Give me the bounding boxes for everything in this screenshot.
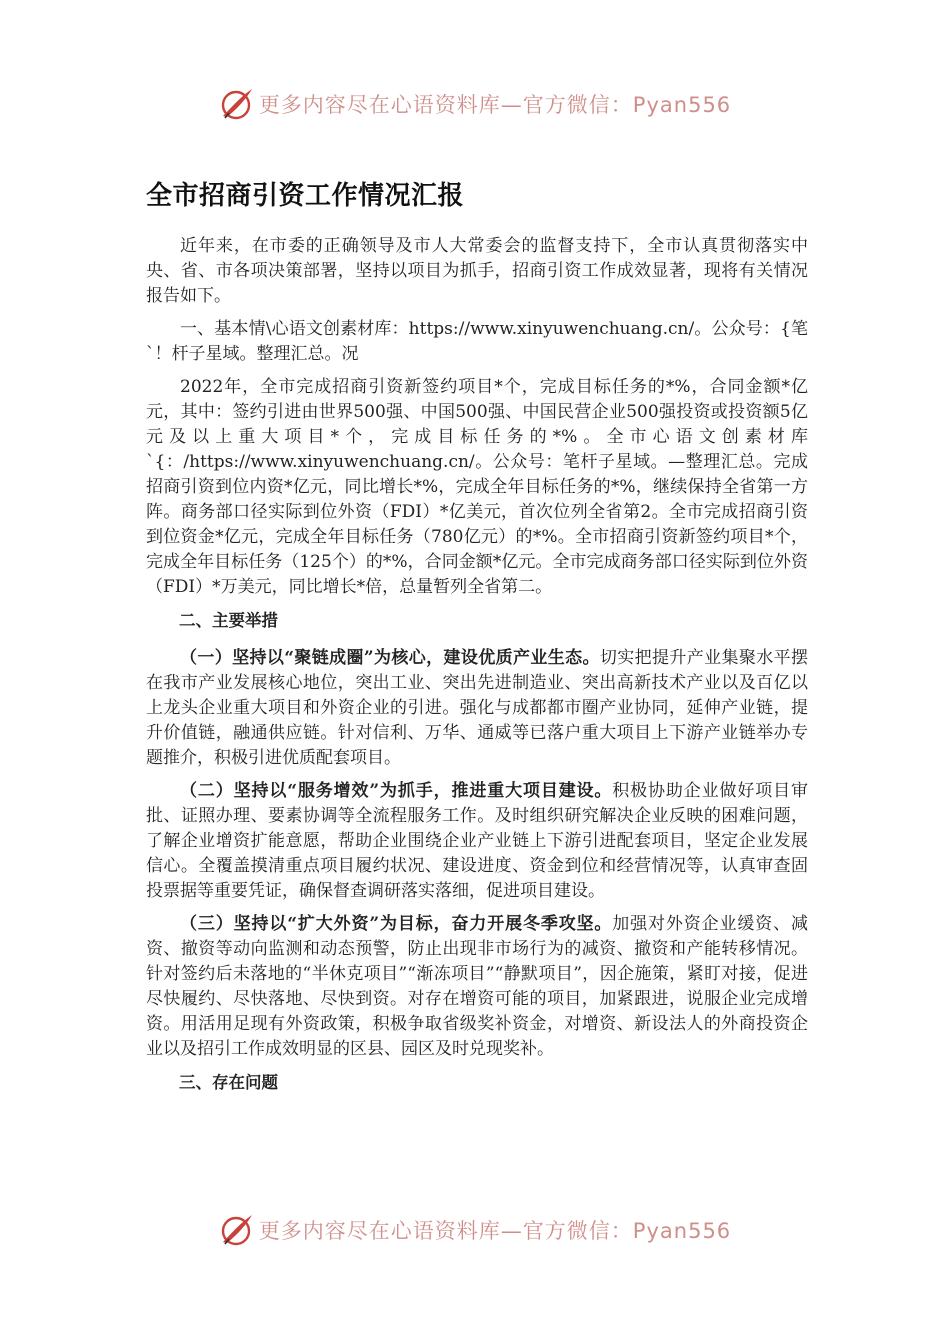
watermark-banner-top (0, 84, 950, 124)
section2-heading: 二、主要举措 (179, 611, 278, 630)
stats-paragraph: 2022年，全市完成招商引资新签约项目*个，完成目标任务的*%，合同金额*亿元，其中：签约引进由世界500强、中国500强、中国民营企业500强投资或投资额5亿元及以上重大项目*个，完成目标任务的*%。全市心语文创素材库`{：/https://www.xinyuwenchuang.cn/。公众号：笔杆子星域。—整理汇总。完成招商引资到位内资*亿元，同比增长*%，完成全年目标任务的*%，继续保持全省第一方阵。商务部口径实际到位外资（FDI）*亿美元，首次位列全省第2。全市完成招商引资到位资金*亿元，完成全年目标任务（780亿元）的*%。全市招商引资新签约项目*个，完成全年目标任务（125个）的*%，合同金额*亿元。全市完成商务部口径实际到位外资（FDI）*万美元，同比增长*倍，总量暂列全省第二。 (146, 377, 808, 597)
measure3-paragraph (146, 912, 808, 1062)
document-title: 全市招商引资工作情况汇报 (146, 181, 465, 211)
measure3-title: （三）坚持以“扩大外资”为目标，奋力开展冬季攻坚。 (180, 914, 613, 934)
watermark-banner-bottom (0, 1210, 950, 1250)
measure3-body: 加强对外资企业缓资、减资、撤资等动向监测和动态预警，防止出现非市场行为的减资、撤资和产能转移情况。针对签约后未落地的“半休克项目”“渐冻项目”“静默项目”，因企施策，紧盯对接，促进尽快履约、尽快落地、尽快到资。对存在增资可能的项目，加紧跟进，说服企业完成增资。用活用足现有外资政策，积极争取省级奖补资金，对增资、新设法人的外商投资企业以及招引工作成效明显的区县、园区及时兑现奖补。 (146, 914, 808, 1059)
quill-pen-icon (219, 1212, 255, 1248)
section1-line: 一、基本情\心语文创素材库：https://www.xinyuwenchuang.cn/。公众号：{笔`！杆子星域。整理汇总。况 (146, 319, 808, 364)
measure1-body: 切实把提升产业集聚水平摆在我市产业发展核心地位，突出工业、突出先进制造业、突出高新技术产业以及百亿以上龙头企业重大项目和外资企业的引进。强化与成都都市圈产业协同，延伸产业链，提升价值链，融通供应链。针对信利、万华、通威等已落户重大项目上下游产业链举办专题推介，积极引进优质配套项目。 (146, 648, 808, 768)
measure2-title: （二）坚持以“服务增效”为抓手，推进重大项目建设。 (180, 781, 613, 801)
quill-pen-icon (219, 86, 255, 122)
measure1-title: （一）坚持以“聚链成圈”为核心，建设优质产业生态。 (180, 648, 600, 668)
section3-heading: 三、存在问题 (179, 1073, 278, 1092)
watermark-text: 更多内容尽在心语资料库—官方微信：Pyan556 (258, 93, 732, 117)
document-body (146, 176, 808, 1108)
measure2-paragraph (146, 779, 808, 904)
intro-paragraph: 近年来，在市委的正确领导及市人大常委会的监督支持下，全市认真贯彻落实中央、省、市各项决策部署，坚持以项目为抓手，招商引资工作成效显著，现将有关情况报告如下。 (146, 236, 808, 306)
measure2-body: 积极协助企业做好项目审批、证照办理、要素协调等全流程服务工作。及时组织研究解决企业反映的困难问题，了解企业增资扩能意愿，帮助企业围绕企业产业链上下游引进配套项目，坚定企业发展信心。全覆盖摸清重点项目履约状况、建设进度、资金到位和经营情况等，认真审查固投票据等重要凭证，确保督查调研落实落细，促进项目建设。 (146, 781, 808, 901)
measure1-paragraph (146, 646, 808, 771)
watermark-text: 更多内容尽在心语资料库—官方微信：Pyan556 (258, 1219, 732, 1243)
